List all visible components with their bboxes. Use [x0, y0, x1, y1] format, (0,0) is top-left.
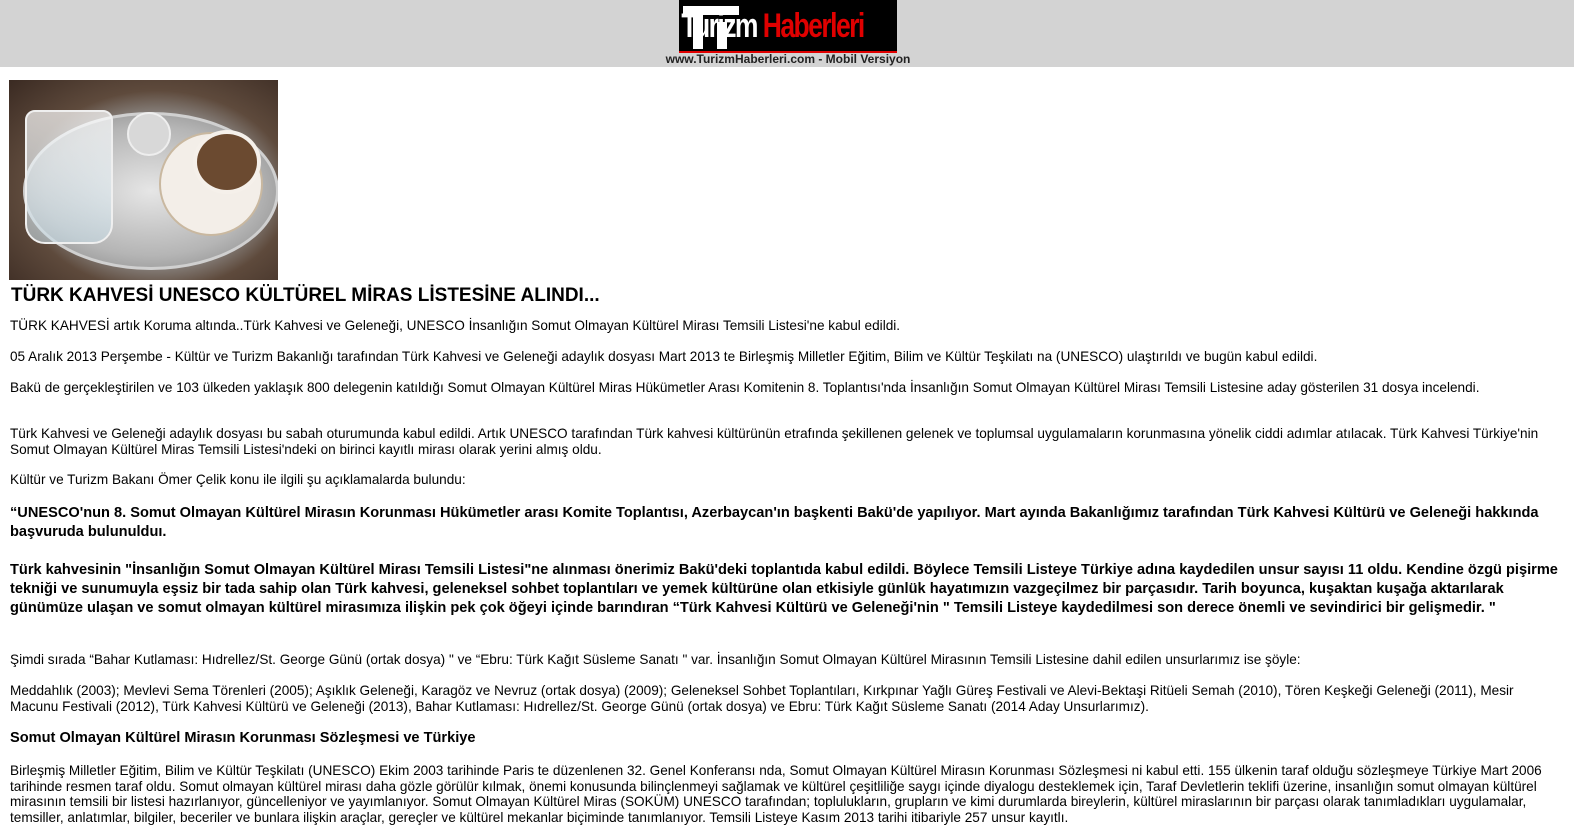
article-paragraph-5: Kültür ve Turizm Bakanı Ömer Çelik konu ile ilgili şu açıklamalarda bulundu: [10, 472, 466, 487]
article-paragraph-6: Şimdi sırada “Bahar Kutlaması: Hıdrellez/St. George Günü (ortak dosya) " ve “Ebru: Türk Kağıt Süsleme Sanatı " var. İnsanlığın Somut Olmayan Kültürel Mirasının Temsili Listesine dahil edilen unsurlarımız ise şöyle: [10, 652, 1301, 667]
article-paragraph-8: Birleşmiş Milletler Eğitim, Bilim ve Kültür Teşkilatı (UNESCO) Ekim 2003 tarihinde Paris te düzenlenen 32. Genel Konferansı nda, Somut Olmayan Kültürel Mirasın Korunması Sözleşmesi ni kabul etti. 155 ülkenin taraf olduğu sözleşmeye Türkiye Mart 2006 tarihinde resmen taraf oldu. Somut olmayan kültürel mirası daha gözle görülür kılmak, önemi konusunda bilinçlenmeyi sağlamak ve kültürel çeşitliliğe saygı içinde diyalogu desteklemek için, Taraf Devletlerin teklifi üzerine, insanlığın somut olmayan kültürel mirasının temsili bir listesi hazırlanıyor, güncelleniyor ve yayımlanıyor. Somut Olmayan Kültürel Miras (SOKÜM) UNESCO tarafından; toplulukların, grupların ve kimi durumlarda bireylerin, kültürel miraslarının bir parçası olarak tanımladıkları uygulamalar, temsiller, anlatımlar, bilgiler, beceriler ve bunlara ilişkin araçlar, gereçler ve kültürel mekanlar biçiminde tanımlanıyor. Temsili Listeye Kasım 2013 tarihi itibariyle 257 unsur kayıtlı. [10, 763, 1542, 825]
article-paragraph-3: Bakü de gerçekleştirilen ve 103 ülkeden yaklaşık 800 delegenin katıldığı Somut Olmayan Kültürel Miras Hükümetler Arası Komitenin 8. Toplantısı'nda İnsanlığın Somut Olmayan Kültürel Mirası Temsili Listesine aday gösterilen 31 dosya incelendi. [10, 380, 1480, 395]
coffee-cup-shape [193, 130, 261, 194]
logo-text [679, 0, 864, 53]
water-glass-shape [25, 110, 113, 244]
logo-word-2: Haberleri [762, 7, 864, 45]
article-paragraph-1: TÜRK KAHVESİ artık Koruma altında..Türk Kahvesi ve Geleneği, UNESCO İnsanlığın Somut Olmayan Kültürel Mirası Temsili Listesi'ne kabul edildi. [10, 318, 901, 333]
article-paragraph-7: Meddahlık (2003); Mevlevi Sema Törenleri (2005); Aşıklık Geleneği, Karagöz ve Nevruz (ortak dosya) (2009); Geleneksel Sohbet Toplantıları, Kırkpınar Yağlı Güreş Festivali ve Alevi-Bektaşi Ritüeli Semah (2010), Tören Keşkeği Geleneği (2011), Mesir Macunu Festivali (2012), Türk Kahvesi Kültürü ve Geleneği (2013), Bahar Kutlaması: Hıdrellez/St. George Günü (ortak dosya) ve Ebru: Türk Kağıt Süsleme Sanatı (2014 Aday Unsurlarımız). [10, 683, 1514, 714]
article-subheading: Somut Olmayan Kültürel Mirasın Korunması Sözleşmesi ve Türkiye [10, 730, 476, 746]
article-quote-1: “UNESCO'nun 8. Somut Olmayan Kültürel Mirasın Korunması Hükümetler arası Komite Toplantısı, Azerbaycan'ın başkenti Bakü'de yapılıyor. Mart ayında Bakanlığımız tarafından Türk Kahvesi Kültürü ve Geleneği hakkında başvuruda bulunulduı. [10, 505, 1539, 540]
site-logo[interactable] [679, 0, 897, 53]
article-quote-2: Türk kahvesinin "İnsanlığın Somut Olmayan Kültürel Mirası Temsili Listesi"ne alınması önerimiz Bakü'deki toplantıda kabul edildi. Böylece Temsili Listeye Türkiye adına kaydedilen unsur sayısı 11 oldu. Kendine özgü pişirme tekniği ve sunumuyla eşsiz bir tada sahip olan Türk kahvesi, geleneksel sohbet toplantıları ve yemek kültürüne olan etkisiyle günlük hayatımızın vazgeçilmez bir parçasıdır. Tarih boyunca, kuşaktan kuşağa aktarılarak günümüze ulaşan ve somut olmayan kültürel mirasımıza ilişkin pek çok öğeyi içinde barındıran “Türk Kahvesi Kültürü ve Geleneği'nin " Temsili Listeye kaydedilmesi son derece önemli ve sevindirici bir gelişmedir. " [10, 562, 1558, 616]
article-title: TÜRK KAHVESİ UNESCO KÜLTÜREL MİRAS LİSTESİNE ALINDI... [11, 285, 600, 306]
site-tagline[interactable]: www.TurizmHaberleri.com - Mobil Versiyon [665, 52, 911, 66]
article-paragraph-2: 05 Aralık 2013 Perşembe - Kültür ve Turizm Bakanlığı tarafından Türk Kahvesi ve Geleneği adaylık dosyası Mart 2013 te Birleşmiş Milletler Eğitim, Bilim ve Kültür Teşkilatı na (UNESCO) ulaştırıldı ve bugün kabul edildi. [10, 349, 1318, 364]
sugar-bowl-shape [127, 112, 171, 156]
logo-word-1: Turizm [681, 7, 757, 45]
article-photo [9, 80, 278, 280]
site-header [0, 0, 1574, 67]
article-paragraph-4: Türk Kahvesi ve Geleneği adaylık dosyası bu sabah oturumunda kabul edildi. Artık UNESCO tarafından Türk kahvesi kültürünün etrafında şekillenen gelenek ve toplumsal uygulamaların korunmasına yönelik ciddi adımlar atılacak. Türk Kahvesi Türkiye'nin Somut Olmayan Kültürel Miras Temsili Listesi'ndeki on birinci kayıtlı mirası olarak yerini almış oldu. [10, 426, 1539, 457]
